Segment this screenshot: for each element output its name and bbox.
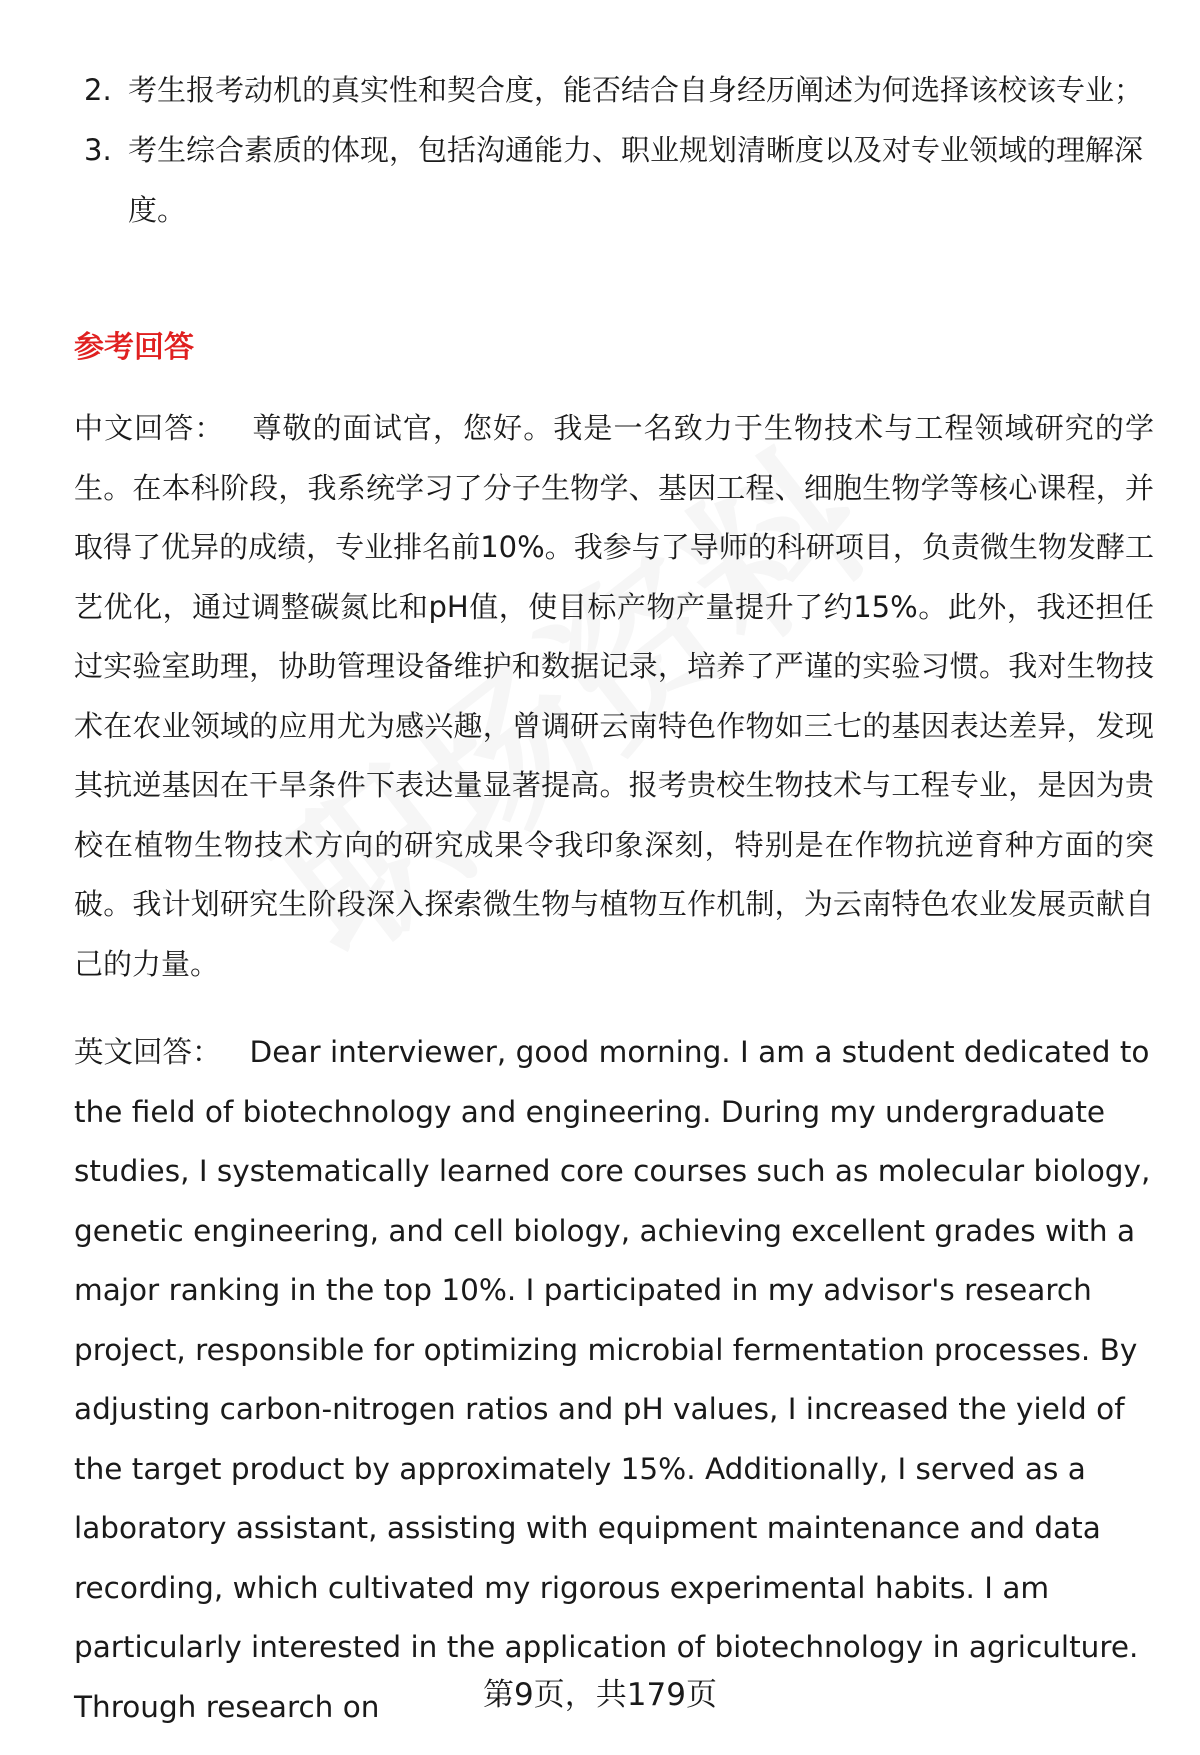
list-item	[84, 60, 1144, 120]
list-number: 3.	[84, 133, 112, 167]
chinese-answer	[74, 399, 1154, 994]
list-number: 2.	[84, 73, 112, 107]
list-text: 考生报考动机的真实性和契合度，能否结合自身经历阐述为何选择该校该专业；	[128, 73, 1144, 107]
english-answer-label: 英文回答：	[74, 1035, 222, 1069]
page-number: 第9页，共179页	[483, 1677, 717, 1713]
chinese-answer-text: 尊敬的面试官，您好。我是一名致力于生物技术与工程领域研究的学生。在本科阶段，我系统学习了分子生物学、基因工程、细胞生物学等核心课程，并取得了优异的成绩，专业排名前10%。我参与了导师的科研项目，负责微生物发酵工艺优化，通过调整碳氮比和pH值，使目标产物产量提升了约15%。此外，我还担任过实验室助理，协助管理设备维护和数据记录，培养了严谨的实验习惯。我对生物技术在农业领域的应用尤为感兴趣，曾调研云南特色作物如三七的基因表达差异，发现其抗逆基因在干旱条件下表达量显著提高。报考贵校生物技术与工程专业，是因为贵校在植物生物技术方向的研究成果令我印象深刻，特别是在作物抗逆育种方面的突破。我计划研究生阶段深入探索微生物与植物互作机制，为云南特色农业发展贡献自己的力量。	[74, 411, 1154, 981]
list-item	[84, 120, 1144, 240]
section-heading: 参考回答	[74, 330, 194, 365]
english-answer-text: Dear interviewer, good morning. I am a student dedicated to the field of biotechnology and engineering. During my undergraduate studies, I systematically learned core courses such as molecular biology, genetic engineering, and cell biology, achieving excellent grades with a major ranking in the top 10%. I participated in my advisor's research project, responsible for optimizing microbial fermentation processes. By adjusting carbon-nitrogen ratios and pH values, I increased the yield of the target product by approximately 15%. Additionally, I served as a laboratory assistant, assisting with equipment maintenance and data recording, which cultivated my rigorous experimental habits. I am particularly interested in the application of biotechnology in agriculture. Through research on	[74, 1035, 1151, 1724]
list-text: 考生综合素质的体现，包括沟通能力、职业规划清晰度以及对专业领域的理解深度。	[128, 133, 1144, 227]
chinese-answer-label: 中文回答：	[74, 411, 225, 445]
criteria-list	[84, 60, 1144, 240]
english-answer	[74, 1023, 1154, 1737]
